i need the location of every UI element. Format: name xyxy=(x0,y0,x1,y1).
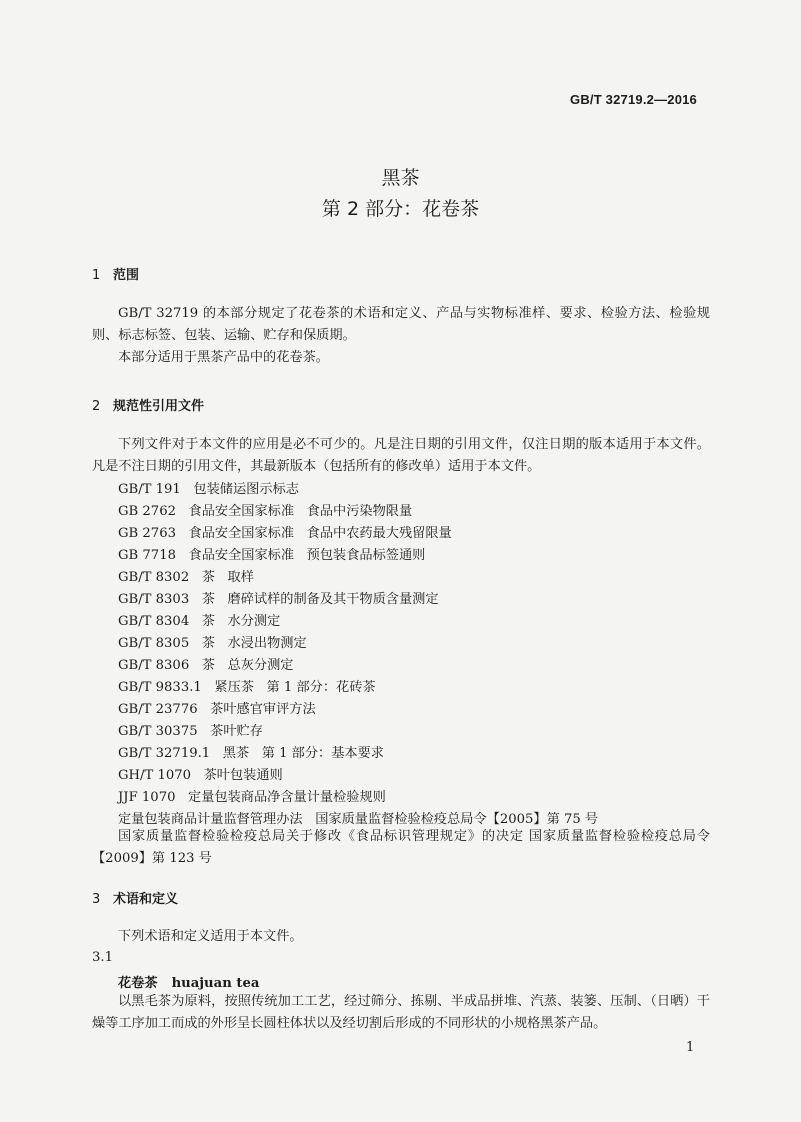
section-number: 3 xyxy=(92,892,101,907)
section-1-heading xyxy=(92,264,139,283)
section-2-heading xyxy=(92,395,204,414)
section-1-paragraph-1: GB/T 32719 的本部分规定了花卷茶的术语和定义、产品与实物标准样、要求、检验方法、检验规则、标志标签、包装、运输、贮存和保质期。 xyxy=(92,306,710,343)
document-title: 黑茶 xyxy=(381,167,420,189)
reference-item: GB/T 8305 茶 水浸出物测定 xyxy=(118,636,307,651)
page-number: 1 xyxy=(686,1040,695,1055)
reference-item: 定量包装商品计量监督管理办法 国家质量监督检验检疫总局令【2005】第 75 号 xyxy=(118,812,599,827)
standard-code: GB/T 32719.2—2016 xyxy=(570,92,697,107)
reference-item: GB 2762 食品安全国家标准 食品中污染物限量 xyxy=(118,504,413,519)
reference-item: GB 2763 食品安全国家标准 食品中农药最大残留限量 xyxy=(118,526,452,541)
reference-item: GB/T 191 包装储运图示标志 xyxy=(118,482,299,497)
reference-item: GH/T 1070 茶叶包装通则 xyxy=(118,768,283,783)
term-chinese: 花卷茶 xyxy=(118,976,158,991)
clause-number: 3.1 xyxy=(92,950,113,965)
term-entry xyxy=(118,972,259,991)
section-title: 规范性引用文件 xyxy=(113,399,205,414)
reference-item: GB/T 8306 茶 总灰分测定 xyxy=(118,658,294,673)
reference-item: GB/T 30375 茶叶贮存 xyxy=(118,724,263,739)
document-subtitle: 第 2 部分：花卷茶 xyxy=(321,198,480,220)
section-3-heading xyxy=(92,888,178,907)
section-1-paragraph-2: 本部分适用于黑茶产品中的花卷茶。 xyxy=(118,350,329,365)
reference-item: GB 7718 食品安全国家标准 预包装食品标签通则 xyxy=(118,548,426,563)
reference-item: GB/T 8304 茶 水分测定 xyxy=(118,614,281,629)
reference-item: GB/T 9833.1 紧压茶 第 1 部分：花砖茶 xyxy=(118,680,376,695)
reference-item: GB/T 23776 茶叶感官审评方法 xyxy=(118,702,316,717)
reference-item: GB/T 8302 茶 取样 xyxy=(118,570,254,585)
section-number: 1 xyxy=(92,268,101,283)
section-3-intro: 下列术语和定义适用于本文件。 xyxy=(118,929,303,944)
term-definition: 以黑毛茶为原料，按照传统加工工艺，经过筛分、拣剔、半成品拼堆、汽蒸、装篓、压制、（日晒）干燥等工序加工而成的外形呈长圆柱体状以及经切割后形成的不同形状的小规格黑茶产品。 xyxy=(92,994,710,1031)
reference-item: GB/T 8303 茶 磨碎试样的制备及其干物质含量测定 xyxy=(118,592,439,607)
section-2-intro: 下列文件对于本文件的应用是必不可少的。凡是注日期的引用文件，仅注日期的版本适用于本文件。凡是不注日期的引用文件，其最新版本（包括所有的修改单）适用于本文件。 xyxy=(92,437,710,474)
section-title: 术语和定义 xyxy=(113,892,179,907)
section-title: 范围 xyxy=(113,268,140,283)
term-english: huajuan tea xyxy=(171,976,260,991)
reference-item: JJF 1070 定量包装商品净含量计量检验规则 xyxy=(118,790,386,805)
reference-item-last: 国家质量监督检验检疫总局关于修改《食品标识管理规定》的决定 国家质量监督检验检疫总局令【2009】第 123 号 xyxy=(92,829,710,866)
section-number: 2 xyxy=(92,399,101,414)
reference-item: GB/T 32719.1 黑茶 第 1 部分：基本要求 xyxy=(118,746,384,761)
